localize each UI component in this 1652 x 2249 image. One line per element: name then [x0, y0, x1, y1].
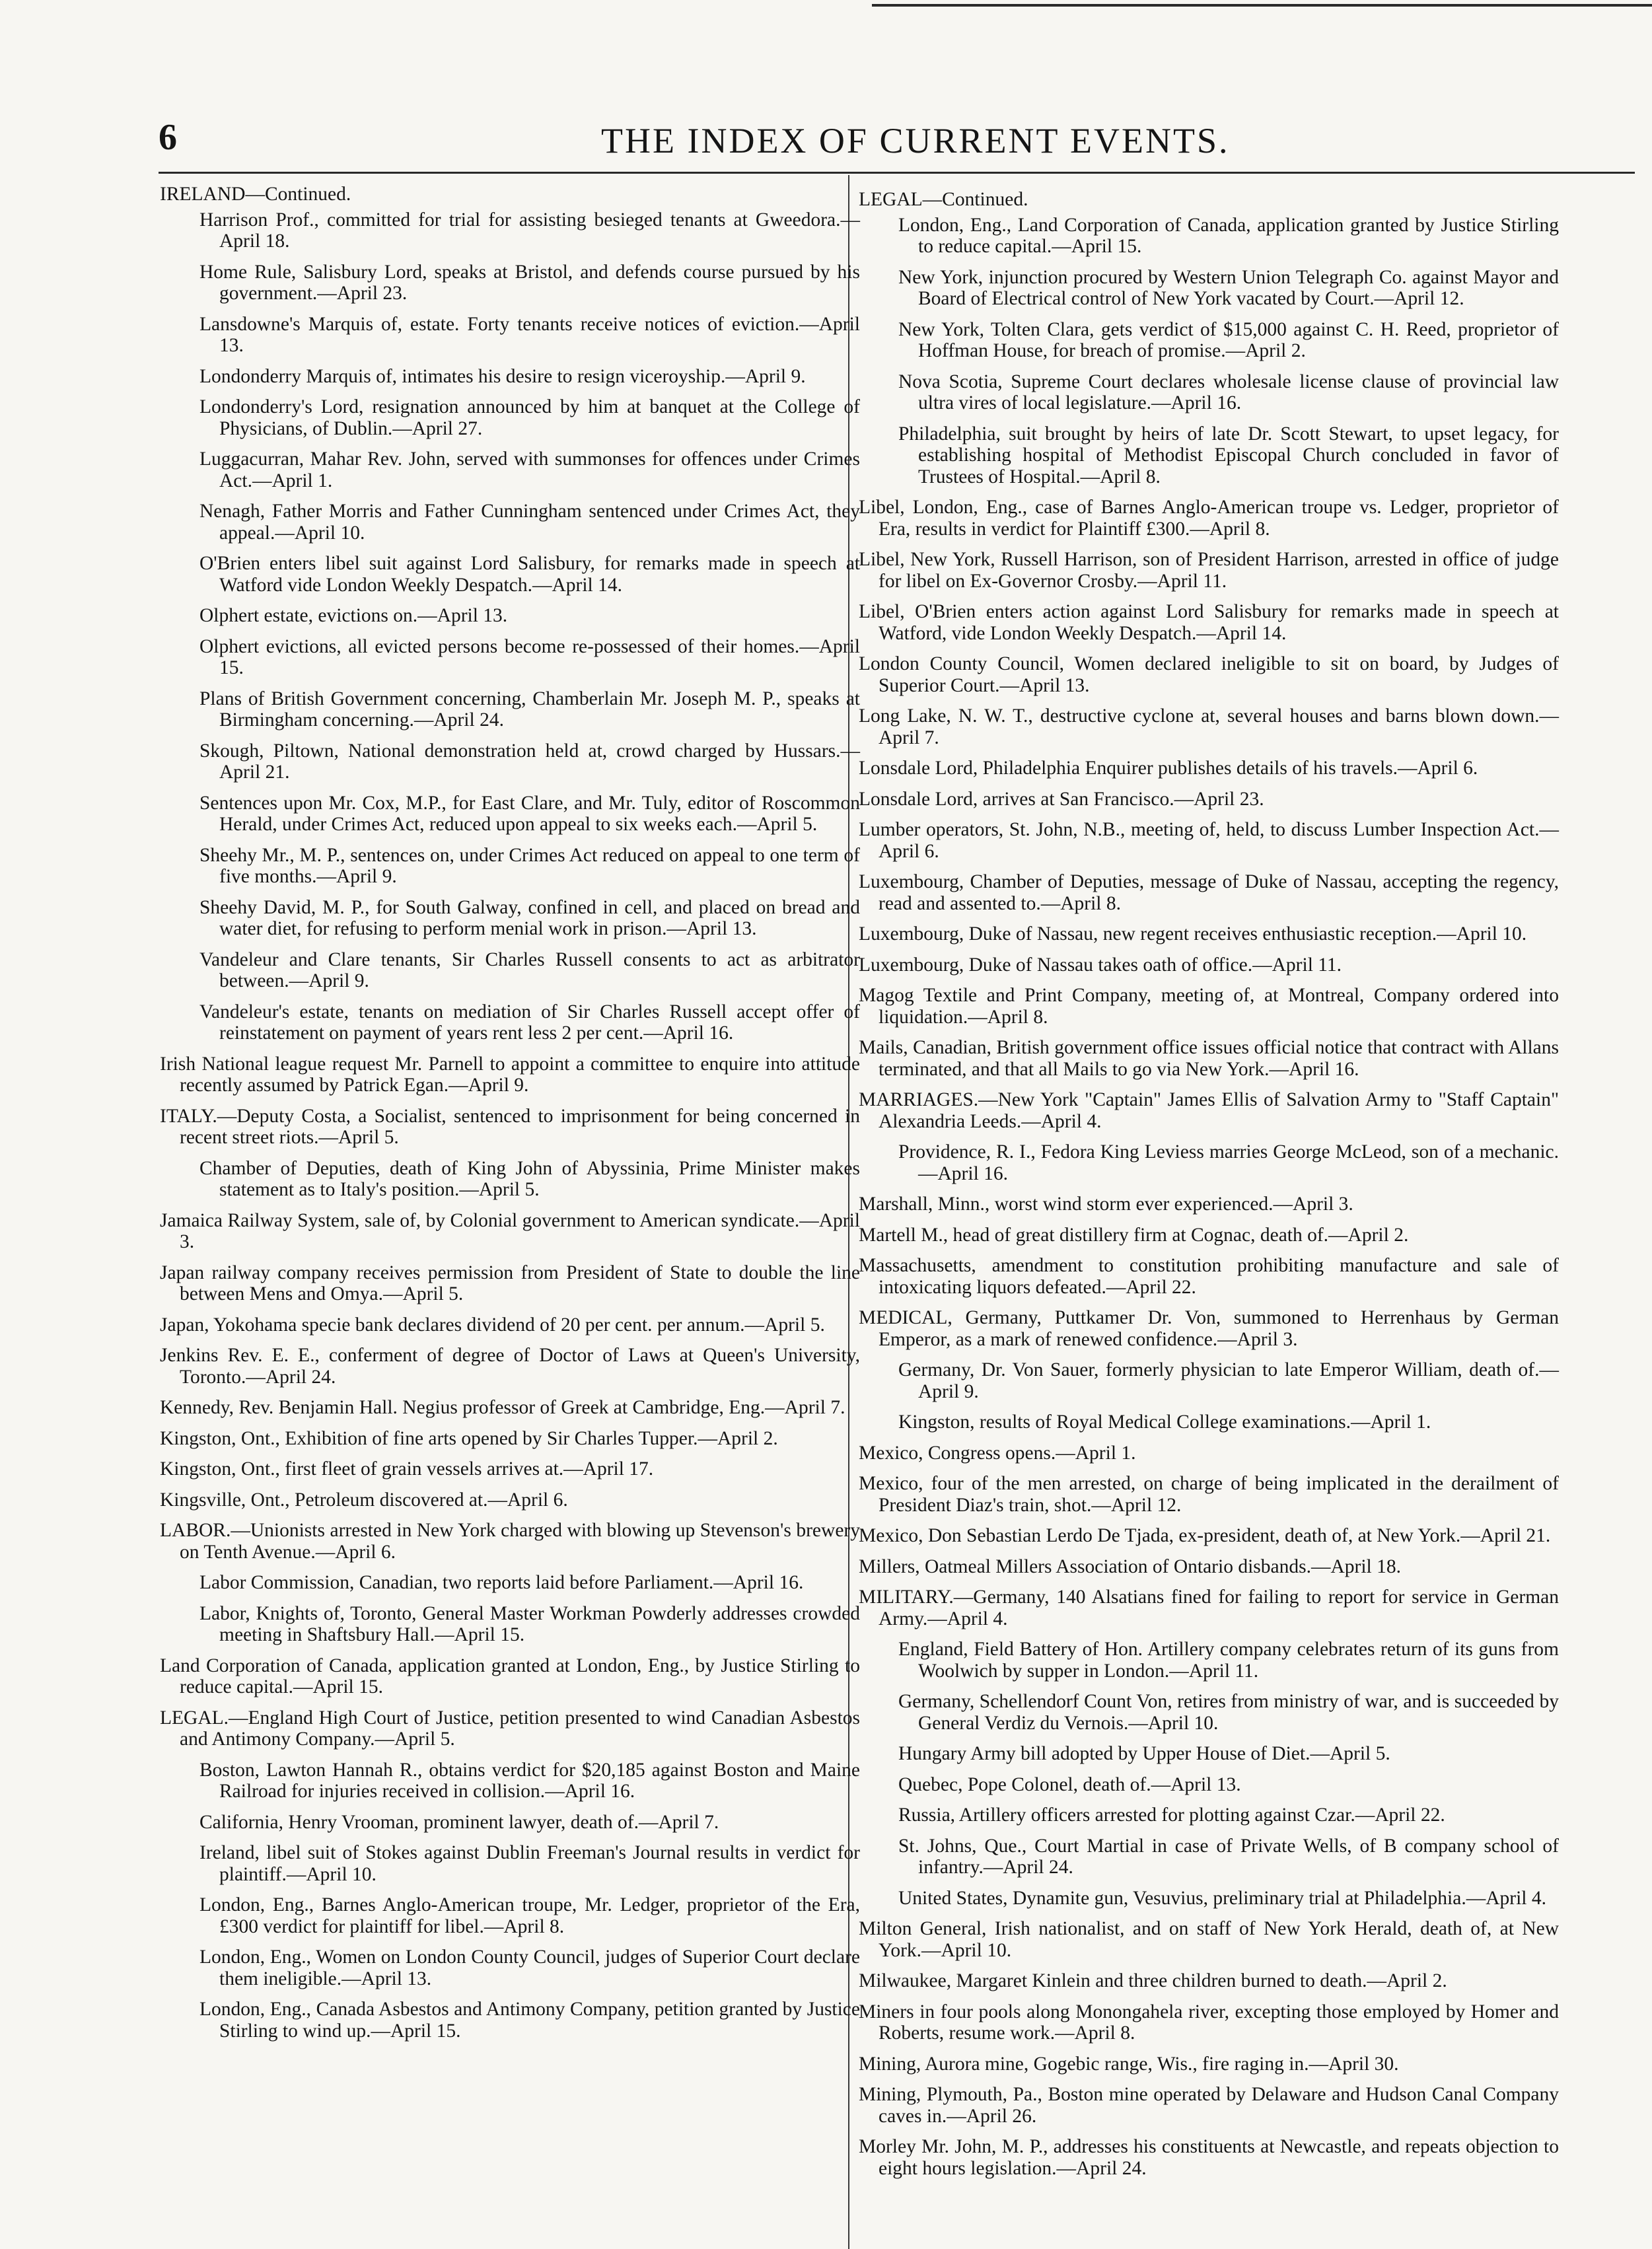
index-entry: Home Rule, Salisbury Lord, speaks at Bristol, and defends course pursued by his government.—April 23. [199, 261, 860, 304]
index-entry: Jenkins Rev. E. E., conferment of degree of Doctor of Laws at Queen's University, Toronto.—April 24. [160, 1345, 860, 1388]
index-entry: Morley Mr. John, M. P., addresses his constituents at Newcastle, and repeats objection to eight hours legislation.—April 24. [859, 2136, 1559, 2179]
index-entry: Marshall, Minn., worst wind storm ever experienced.—April 3. [859, 1194, 1353, 1215]
page-header [159, 111, 1638, 170]
index-entry: Martell M., head of great distillery firm at Cognac, death of.—April 2. [859, 1224, 1409, 1246]
index-entry: Plans of British Government concerning, Chamberlain Mr. Joseph M. P., speaks at Birmingham concerning.—April 24. [199, 688, 860, 731]
running-title: THE INDEX OF CURRENT EVENTS. [601, 121, 1230, 161]
index-entry: MEDICAL, Germany, Puttkamer Dr. Von, summoned to Herrenhaus by German Emperor, as a mark of renewed confidence.—April 3. [859, 1307, 1559, 1350]
index-entry: Luxembourg, Chamber of Deputies, message of Duke of Nassau, accepting the regency, read and assented to.—April 8. [859, 871, 1559, 914]
index-entry: Hungary Army bill adopted by Upper House of Diet.—April 5. [898, 1743, 1390, 1764]
index-entry: Kingston, Ont., Exhibition of fine arts opened by Sir Charles Tupper.—April 2. [160, 1427, 778, 1449]
index-entry: Jamaica Railway System, sale of, by Colonial government to American syndicate.—April 3. [160, 1209, 860, 1252]
index-entry: Libel, London, Eng., case of Barnes Anglo-American troupe vs. Ledger, proprietor of Era, results in verdict for Plaintiff £300.—April 8. [859, 497, 1559, 540]
index-entry: Mining, Plymouth, Pa., Boston mine operated by Delaware and Hudson Canal Company caves in.—April 26. [859, 2084, 1559, 2127]
index-entry: Vandeleur and Clare tenants, Sir Charles Russell consents to act as arbitrator between.—April 9. [199, 948, 860, 991]
index-entry: MARRIAGES.—New York "Captain" James Ellis of Salvation Army to "Staff Captain" Alexandria Leeds.—April 4. [859, 1089, 1559, 1132]
index-entry: Sentences upon Mr. Cox, M.P., for East Clare, and Mr. Tuly, editor of Roscommon Herald, under Crimes Act, reduced upon appeal to six weeks each.—April 5. [199, 792, 860, 835]
index-entry: Lansdowne's Marquis of, estate. Forty tenants receive notices of eviction.—April 13. [199, 313, 860, 356]
left-column [160, 178, 860, 2051]
index-entry: England, Field Battery of Hon. Artillery company celebrates return of its guns from Woolwich by supper in London.—April 11. [898, 1639, 1559, 1682]
top-edge-rule [872, 4, 1652, 7]
index-entry: Chamber of Deputies, death of King John of Abyssinia, Prime Minister makes statement as to Italy's position.—April 5. [199, 1157, 860, 1200]
index-entry: Providence, R. I., Fedora King Leviess marries George McLeod, son of a mechanic.—April 16. [898, 1141, 1559, 1184]
index-entry: New York, injunction procured by Western Union Telegraph Co. against Mayor and Board of Electrical control of New York vacated by Court.—April 12. [898, 266, 1559, 309]
index-entry: Mexico, Don Sebastian Lerdo De Tjada, ex-president, death of, at New York.—April 21. [859, 1525, 1551, 1546]
index-entry: Lumber operators, St. John, N.B., meeting of, held, to discuss Lumber Inspection Act.—April 6. [859, 819, 1559, 862]
index-entry: Mexico, four of the men arrested, on charge of being implicated in the derailment of President Diaz's train, shot.—April 12. [859, 1473, 1559, 1516]
index-entry: Sheehy David, M. P., for South Galway, confined in cell, and placed on bread and water diet, for refusing to perform menial work in prison.—April 13. [199, 896, 860, 939]
index-entry: Nova Scotia, Supreme Court declares wholesale license clause of provincial law ultra vires of local legislature.—April 16. [898, 371, 1559, 413]
index-entry: Philadelphia, suit brought by heirs of late Dr. Scott Stewart, to upset legacy, for establishing hospital of Methodist Episcopal Church concluded in favor of Trustees of Hospital.—April 8. [898, 423, 1559, 487]
index-entry: United States, Dynamite gun, Vesuvius, preliminary trial at Philadelphia.—April 4. [898, 1887, 1546, 1909]
index-entry: Russia, Artillery officers arrested for plotting against Czar.—April 22. [898, 1804, 1445, 1826]
index-entry: Long Lake, N. W. T., destructive cyclone at, several houses and barns blown down.—April 7. [859, 705, 1559, 748]
index-entry: Kingsville, Ont., Petroleum discovered at.—April 6. [160, 1489, 568, 1511]
index-entry: Kennedy, Rev. Benjamin Hall. Negius professor of Greek at Cambridge, Eng.—April 7. [160, 1397, 845, 1418]
index-entry: Lonsdale Lord, Philadelphia Enquirer publishes details of his travels.—April 6. [859, 758, 1478, 779]
index-entry: Libel, New York, Russell Harrison, son of President Harrison, arrested in office of judge for libel on Ex-Governor Crosby.—April 11. [859, 549, 1559, 592]
index-entry: Mining, Aurora mine, Gogebic range, Wis., fire raging in.—April 30. [859, 2053, 1399, 2075]
index-entry: St. Johns, Que., Court Martial in case of Private Wells, of B company school of infantry.—April 24. [898, 1835, 1559, 1878]
index-entry: Londonderry Marquis of, intimates his desire to resign viceroyship.—April 9. [199, 365, 806, 387]
index-entry: Ireland, libel suit of Stokes against Dublin Freeman's Journal results in verdict for plaintiff.—April 10. [199, 1842, 860, 1885]
index-entry: London County Council, Women declared ineligible to sit on board, by Judges of Superior Court.—April 13. [859, 653, 1559, 696]
index-entry: LABOR.—Unionists arrested in New York charged with blowing up Stevenson's brewery on Tenth Avenue.—April 6. [160, 1520, 860, 1563]
index-entry: Skough, Piltown, National demonstration held at, crowd charged by Hussars.—April 21. [199, 740, 860, 783]
index-entry: Milton General, Irish nationalist, and on staff of New York Herald, death of, at New York.—April 10. [859, 1918, 1559, 1961]
section-heading: LEGAL—Continued. [859, 189, 1028, 210]
header-rule [159, 172, 1635, 174]
index-entry: New York, Tolten Clara, gets verdict of $15,000 against C. H. Reed, proprietor of Hoffman House, for breach of promise.—April 2. [898, 318, 1559, 361]
index-entry: Japan, Yokohama specie bank declares dividend of 20 per cent. per annum.—April 5. [160, 1314, 825, 1336]
index-entry: Olphert estate, evictions on.—April 13. [199, 605, 508, 626]
index-entry: LEGAL.—England High Court of Justice, petition presented to wind Canadian Asbestos and Antimony Company.—April 5. [160, 1707, 860, 1750]
index-entry: Labor Commission, Canadian, two reports laid before Parliament.—April 16. [199, 1572, 804, 1593]
index-entry: Boston, Lawton Hannah R., obtains verdict for $20,185 against Boston and Maine Railroad for injuries received in collision.—April 16. [199, 1759, 860, 1802]
index-entry: Kingston, Ont., first fleet of grain vessels arrives at.—April 17. [160, 1458, 654, 1480]
index-entry: Luxembourg, Duke of Nassau takes oath of office.—April 11. [859, 954, 1342, 976]
index-entry: Sheehy Mr., M. P., sentences on, under Crimes Act reduced on appeal to one term of five months.—April 9. [199, 844, 860, 887]
index-entry: London, Eng., Canada Asbestos and Antimony Company, petition granted by Justice Stirling to wind up.—April 15. [199, 1999, 860, 2042]
index-entry: Londonderry's Lord, resignation announced by him at banquet at the College of Physicians, of Dublin.—April 27. [199, 396, 860, 439]
index-entry: Mexico, Congress opens.—April 1. [859, 1442, 1136, 1464]
index-entry: Kingston, results of Royal Medical College examinations.—April 1. [898, 1411, 1431, 1433]
index-entry: London, Eng., Barnes Anglo-American troupe, Mr. Ledger, proprietor of the Era, £300 verdict for plaintiff for libel.—April 8. [199, 1894, 860, 1937]
index-entry: Libel, O'Brien enters action against Lord Salisbury for remarks made in speech at Watford, vide London Weekly Despatch.—April 14. [859, 601, 1559, 644]
index-entry: Germany, Dr. Von Sauer, formerly physician to late Emperor William, death of.—April 9. [898, 1359, 1559, 1402]
index-entry: Nenagh, Father Morris and Father Cunningham sentenced under Crimes Act, they appeal.—April 10. [199, 501, 860, 544]
index-entry: London, Eng., Women on London County Council, judges of Superior Court declare them ineligible.—April 13. [199, 1946, 860, 1989]
index-entry: O'Brien enters libel suit against Lord Salisbury, for remarks made in speech at Watford vide London Weekly Despatch.—April 14. [199, 553, 860, 596]
index-entry: Luxembourg, Duke of Nassau, new regent receives enthusiastic reception.—April 10. [859, 923, 1527, 945]
index-entry: Miners in four pools along Monongahela river, excepting those employed by Homer and Roberts, resume work.—April 8. [859, 2001, 1559, 2044]
index-entry: Irish National league request Mr. Parnell to appoint a committee to enquire into attitude recently assumed by Patrick Egan.—April 9. [160, 1053, 860, 1096]
right-column [859, 184, 1559, 2188]
index-entry: Massachusetts, amendment to constitution prohibiting manufacture and sale of intoxicating liquors defeated.—April 22. [859, 1255, 1559, 1298]
index-entry: Germany, Schellendorf Count Von, retires from ministry of war, and is succeeded by General Verdiz du Vernois.—April 10. [898, 1691, 1559, 1734]
index-entry: California, Henry Vrooman, prominent lawyer, death of.—April 7. [199, 1811, 719, 1833]
index-entry: Lonsdale Lord, arrives at San Francisco.—April 23. [859, 788, 1264, 810]
page-number: 6 [159, 117, 177, 158]
index-entry: Labor, Knights of, Toronto, General Master Workman Powderly addresses crowded meeting in Shaftsbury Hall.—April 15. [199, 1602, 860, 1645]
index-entry: London, Eng., Land Corporation of Canada, application granted by Justice Stirling to reduce capital.—April 15. [898, 214, 1559, 257]
index-entry: Luggacurran, Mahar Rev. John, served with summonses for offences under Crimes Act.—April 1. [199, 448, 860, 491]
index-entry: Harrison Prof., committed for trial for assisting besieged tenants at Gweedora.—April 18. [199, 209, 860, 252]
index-entry: Millers, Oatmeal Millers Association of Ontario disbands.—April 18. [859, 1555, 1401, 1577]
index-entry: Land Corporation of Canada, application granted at London, Eng., by Justice Stirling to reduce capital.—April 15. [160, 1655, 860, 1697]
index-entry: Vandeleur's estate, tenants on mediation of Sir Charles Russell accept offer of reinstatement on payment of years rent less 2 per cent.—April 16. [199, 1001, 860, 1044]
index-entry: Milwaukee, Margaret Kinlein and three children burned to death.—April 2. [859, 1970, 1447, 1991]
index-entry: MILITARY.—Germany, 140 Alsatians fined for failing to report for service in German Army.—April 4. [859, 1587, 1559, 1629]
index-entry: ITALY.—Deputy Costa, a Socialist, sentenced to imprisonment for being concerned in recent street riots.—April 5. [160, 1105, 860, 1148]
index-entry: Mails, Canadian, British government office issues official notice that contract with Allans terminated, and that all Mails to go via New York.—April 16. [859, 1037, 1559, 1080]
index-entry: Quebec, Pope Colonel, death of.—April 13. [898, 1773, 1241, 1795]
index-entry: Japan railway company receives permission from President of State to double the line between Mens and Omya.—April 5. [160, 1262, 860, 1304]
section-heading: IRELAND—Continued. [160, 184, 351, 205]
index-entry: Magog Textile and Print Company, meeting of, at Montreal, Company ordered into liquidation.—April 8. [859, 985, 1559, 1028]
index-entry: Olphert evictions, all evicted persons become re-possessed of their homes.—April 15. [199, 635, 860, 678]
